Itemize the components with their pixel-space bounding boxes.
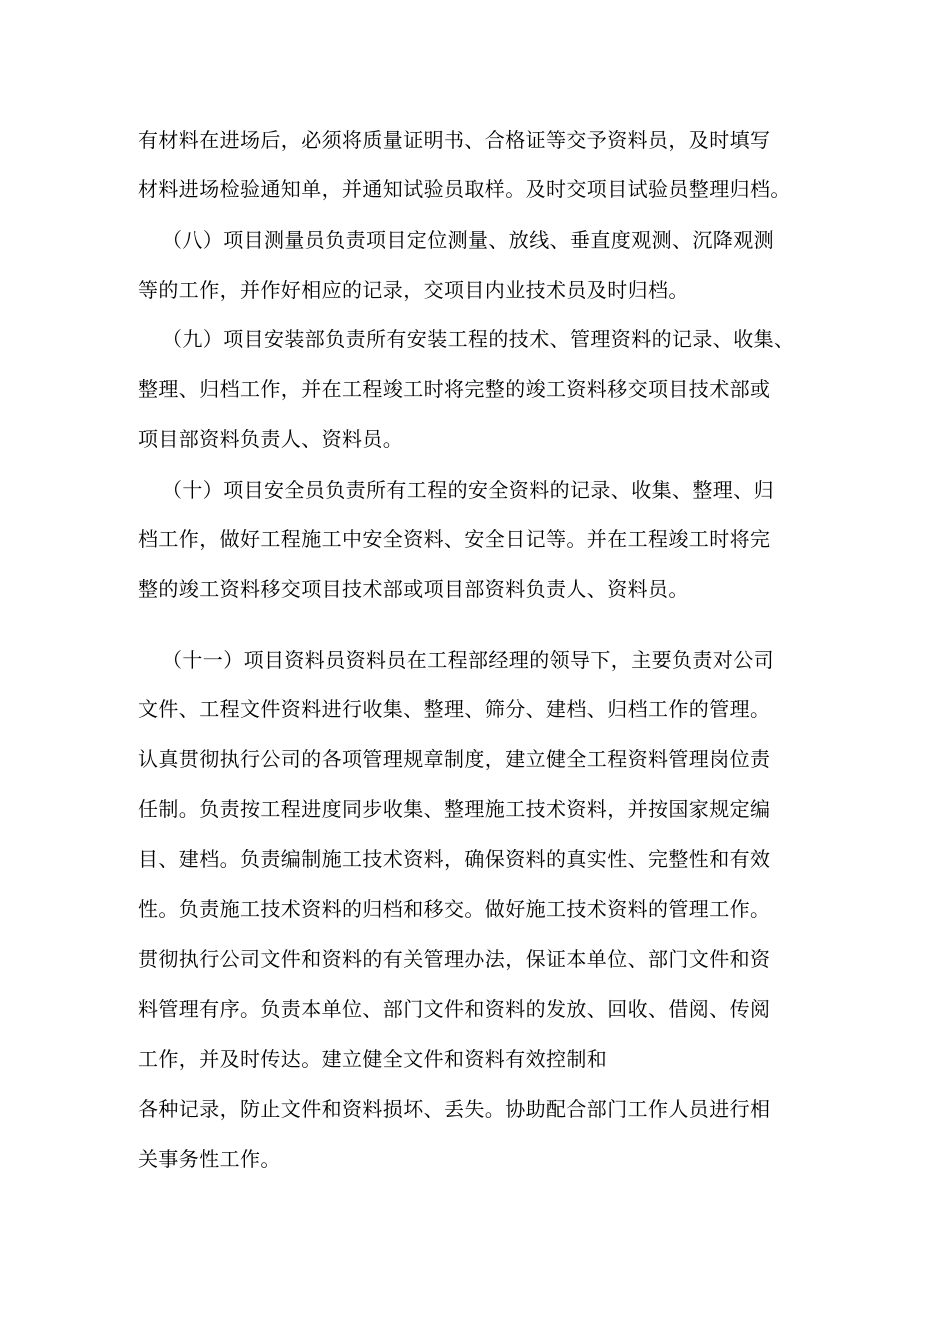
paragraph-line: 有材料在进场后，必须将质量证明书、合格证等交予资料员，及时填写 <box>138 128 771 152</box>
paragraph-line: 材料进场检验通知单，并通知试验员取样。及时交项目试验员整理归档。 <box>138 177 791 201</box>
paragraph-line: 整的竣工资料移交项目技术部或项目部资料负责人、资料员。 <box>138 577 689 601</box>
paragraph-line: 文件、工程文件资料进行收集、整理、筛分、建档、归档工作的管理。 <box>138 697 771 721</box>
paragraph-line: （八）项目测量员负责项目定位测量、放线、垂直度观测、沉降观测 <box>162 228 774 252</box>
paragraph-line: 档工作，做好工程施工中安全资料、安全日记等。并在工程竣工时将完 <box>138 527 771 551</box>
paragraph-line: 各种记录，防止文件和资料损坏、丢失。协助配合部门工作人员进行相 <box>138 1097 771 1121</box>
paragraph-line: 等的工作，并作好相应的记录，交项目内业技术员及时归档。 <box>138 278 689 302</box>
paragraph-line: 关事务性工作。 <box>138 1147 281 1171</box>
paragraph-line: （九）项目安装部负责所有安装工程的技术、管理资料的记录、收集、 <box>162 327 795 351</box>
paragraph-line: 贯彻执行公司文件和资料的有关管理办法，保证本单位、部门文件和资 <box>138 947 771 971</box>
paragraph-line: 任制。负责按工程进度同步收集、整理施工技术资料，并按国家规定编 <box>138 797 771 821</box>
paragraph-line: 性。负责施工技术资料的归档和移交。做好施工技术资料的管理工作。 <box>138 897 771 921</box>
paragraph-line: （十一）项目资料员资料员在工程部经理的领导下，主要负责对公司 <box>162 648 774 672</box>
paragraph-line: 认真贯彻执行公司的各项管理规章制度，建立健全工程资料管理岗位责 <box>138 747 771 771</box>
paragraph-line: 工作，并及时传达。建立健全文件和资料有效控制和 <box>138 1047 608 1071</box>
paragraph-line: 整理、归档工作，并在工程竣工时将完整的竣工资料移交项目技术部或 <box>138 377 771 401</box>
paragraph-line: （十）项目安全员负责所有工程的安全资料的记录、收集、整理、归 <box>162 478 774 502</box>
paragraph-line: 项目部资料负责人、资料员。 <box>138 427 404 451</box>
paragraph-line: 料管理有序。负责本单位、部门文件和资料的发放、回收、借阅、传阅 <box>138 997 771 1021</box>
paragraph-line: 目、建档。负责编制施工技术资料，确保资料的真实性、完整性和有效 <box>138 847 771 871</box>
